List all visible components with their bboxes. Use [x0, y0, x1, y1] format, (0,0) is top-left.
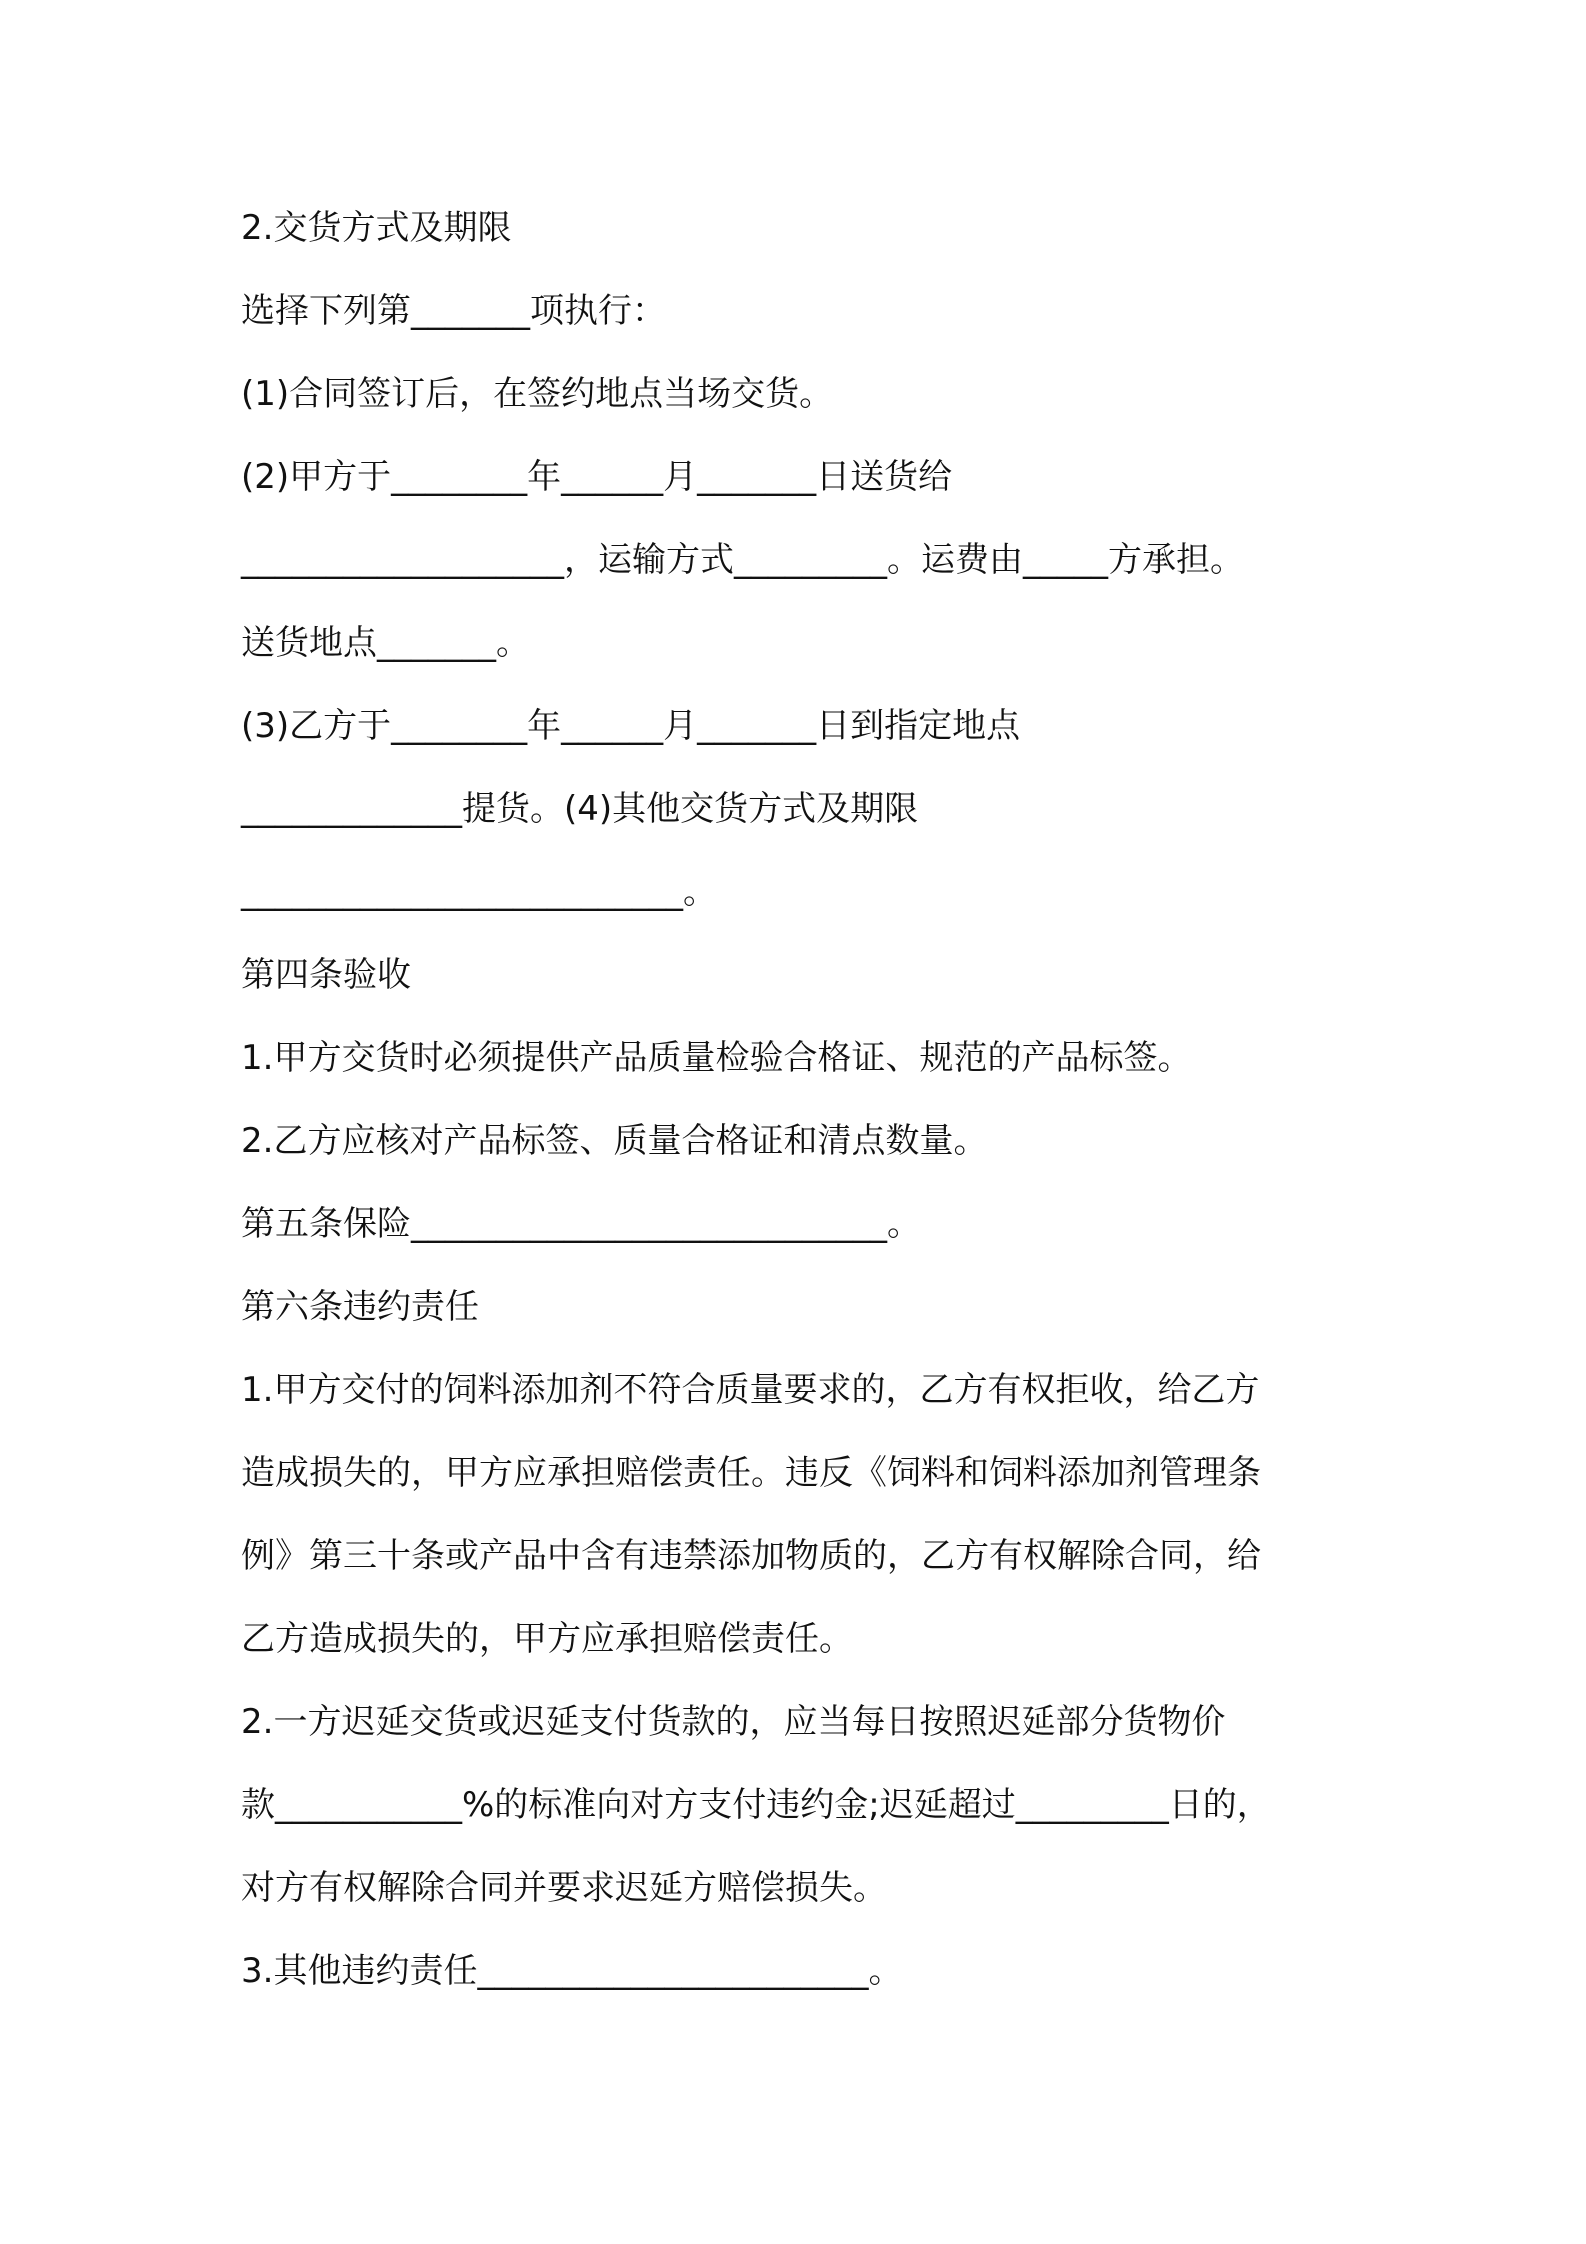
paragraph-line: 造成损失的，甲方应承担赔偿责任。违反《饲料和饲料添加剂管理条	[241, 1453, 1261, 1493]
section-heading-insurance: 第五条保险____________________________。	[241, 1204, 921, 1244]
section-heading-liability: 第六条违约责任	[241, 1287, 479, 1327]
paragraph-line: __________________________。	[241, 872, 717, 912]
paragraph-line: 送货地点_______。	[241, 623, 530, 663]
section-heading-delivery: 2.交货方式及期限	[241, 208, 512, 248]
paragraph-line: 选择下列第_______项执行：	[241, 291, 666, 331]
paragraph-line: 款___________%的标准向对方支付违约金;迟延超过_________日的，	[241, 1785, 1271, 1825]
paragraph-line: (2)甲方于________年______月_______日送货给	[241, 457, 953, 497]
document-body	[241, 200, 1381, 2026]
paragraph-line: 1.甲方交货时必须提供产品质量检验合格证、规范的产品标签。	[241, 1038, 1192, 1078]
paragraph-line: 2.乙方应核对产品标签、质量合格证和清点数量。	[241, 1121, 988, 1161]
paragraph-line: 1.甲方交付的饲料添加剂不符合质量要求的，乙方有权拒收，给乙方	[241, 1370, 1260, 1410]
paragraph-line: (3)乙方于________年______月_______日到指定地点	[241, 706, 1021, 746]
paragraph-line: 3.其他违约责任_______________________。	[241, 1951, 903, 1991]
paragraph-line: (1)合同签订后，在签约地点当场交货。	[241, 374, 834, 414]
paragraph-line: 对方有权解除合同并要求迟延方赔偿损失。	[241, 1868, 887, 1908]
paragraph-line: 2.一方迟延交货或迟延支付货款的，应当每日按照迟延部分货物价	[241, 1702, 1226, 1742]
paragraph-line: _____________提货。(4)其他交货方式及期限	[241, 789, 919, 829]
section-heading-inspection: 第四条验收	[241, 955, 411, 995]
paragraph-line: 乙方造成损失的，甲方应承担赔偿责任。	[241, 1619, 853, 1659]
paragraph-line: 例》第三十条或产品中含有违禁添加物质的，乙方有权解除合同，给	[241, 1536, 1261, 1576]
paragraph-line: ___________________，运输方式_________。运费由_____方承担。	[241, 540, 1244, 580]
